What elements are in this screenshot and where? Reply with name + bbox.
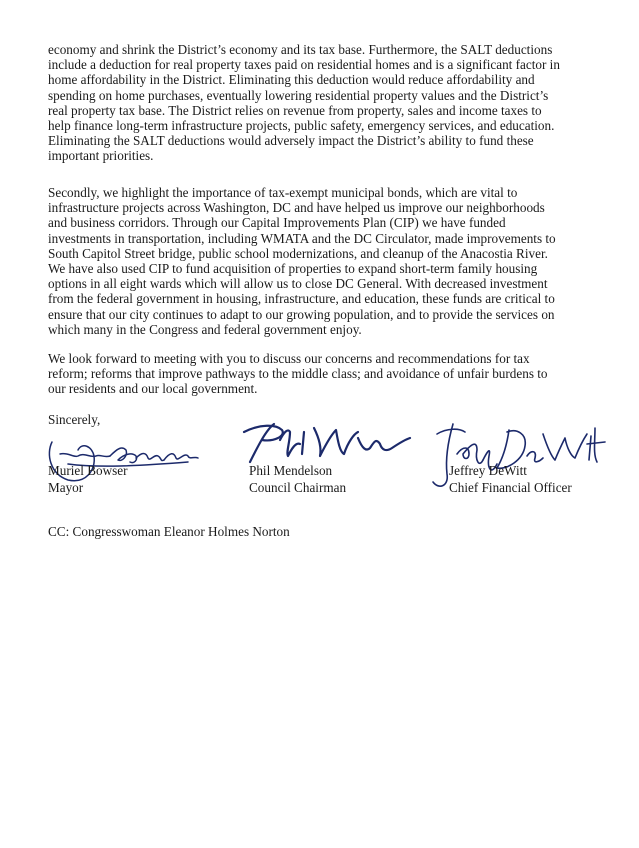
paragraph-line: economy and shrink the District’s economy and its tax base. Furthermore, the SALT deductions xyxy=(48,42,553,57)
signatory-dewitt xyxy=(449,462,572,496)
paragraph-line: real property tax base. The District relies on revenue from property, sales and income taxes to xyxy=(48,102,542,118)
signatory-mendelson xyxy=(249,462,346,496)
cc-line: CC: Congresswoman Eleanor Holmes Norton xyxy=(48,524,290,539)
paragraph-line: We have also used CIP to fund acquisition of properties to expand short-term family housing xyxy=(48,261,538,277)
paragraph-line: important priorities. xyxy=(48,148,154,164)
signature-mendelson-image xyxy=(236,418,416,468)
signatory-title: Chief Financial Officer xyxy=(449,480,572,495)
paragraph-line: infrastructure projects across Washington, DC and have helped us improve our neighborhoods xyxy=(48,200,545,216)
paragraph-line: spending on home purchases, eventually lowering residential property values and the District’s xyxy=(48,87,549,103)
signatory-title: Mayor xyxy=(48,480,84,495)
paragraph-line: from the federal government in housing, infrastructure, and education, these funds are critical to xyxy=(48,291,555,307)
paragraph-line: and business corridors. Through our Capital Improvements Plan (CIP) we have funded xyxy=(48,215,506,231)
signatory-bowser xyxy=(48,462,127,496)
closing-salutation: Sincerely, xyxy=(48,412,101,427)
paragraph-line: reform; reforms that improve pathways to the middle class; and avoidance of unfair burdens to xyxy=(48,366,548,382)
body-paragraph-3 xyxy=(48,351,608,397)
paragraph-line: investments in transportation, including WMATA and the DC Circulator, made improvements to xyxy=(48,230,556,246)
paragraph-line: Eliminating the SALT deductions would adversely impact the District’s ability to fund these xyxy=(48,133,534,149)
signatory-name: Muriel Bowser xyxy=(48,463,128,478)
body-paragraph-2 xyxy=(48,185,608,337)
paragraph-line: home affordability in the District. Eliminating this deduction would reduce affordability and xyxy=(48,72,535,88)
signatory-name: Jeffrey DeWitt xyxy=(449,463,527,478)
paragraph-line: We look forward to meeting with you to discuss our concerns and recommendations for tax xyxy=(48,351,530,366)
paragraph-line: South Capitol Street bridge, public school modernizations, and cleanup of the Anacostia River. xyxy=(48,245,548,261)
paragraph-line: options in all eight wards which will allow us to close DC General. With decreased investment xyxy=(48,276,548,292)
signatory-name: Phil Mendelson xyxy=(249,463,333,478)
paragraph-line: help finance long-term infrastructure projects, public safety, emergency services, and education. xyxy=(48,118,555,134)
paragraph-line: Secondly, we highlight the importance of tax-exempt municipal bonds, which are vital to xyxy=(48,185,518,200)
paragraph-line: include a deduction for real property taxes paid on residential homes and is a significant factor in xyxy=(48,57,560,73)
paragraph-line: ensure that our city continues to adapt to our growing population, and to provide the services on xyxy=(48,306,555,322)
signatory-title: Council Chairman xyxy=(249,480,347,495)
paragraph-line: which many in the Congress and federal government enjoy. xyxy=(48,321,362,337)
paragraph-line: our residents and our local government. xyxy=(48,381,258,397)
body-paragraph-1 xyxy=(48,42,608,164)
